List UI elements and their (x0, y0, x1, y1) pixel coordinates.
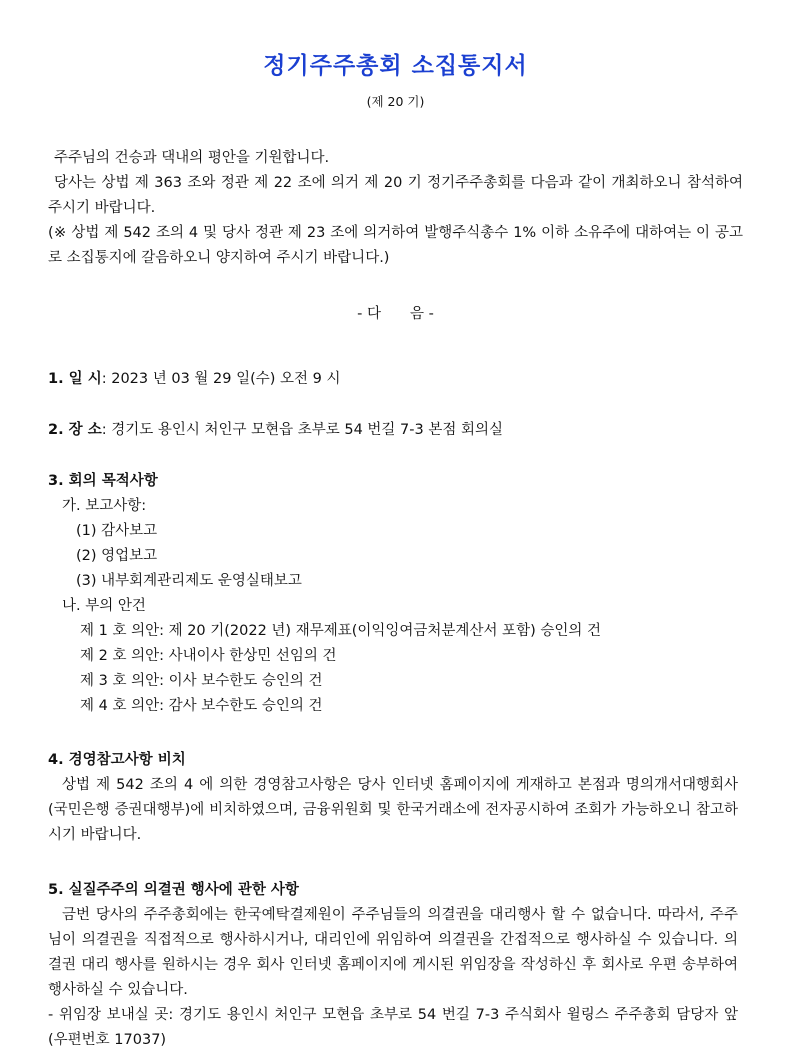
date-label: 1. 일 시 (48, 371, 102, 387)
reference-heading: 4. 경영참고사항 비치 (48, 752, 186, 768)
venue-label: 2. 장 소 (48, 422, 102, 438)
section-agenda (48, 469, 748, 719)
report-item: (2) 영업보고 (76, 548, 158, 564)
intro-section (48, 146, 743, 271)
report-item: (3) 내부회계관리제도 운영실태보고 (76, 573, 302, 589)
voting-heading: 5. 실질주주의 의결권 행사에 관한 사항 (48, 882, 299, 898)
section-voting (48, 878, 748, 1053)
document-subtitle: (제 20 기) (366, 94, 425, 109)
venue-value: : 경기도 용인시 처인구 모현읍 초부로 54 번길 7-3 본점 회의실 (101, 422, 503, 438)
section-date (48, 367, 748, 392)
proposal-item: 제 1 호 의안: 제 20 기(2022 년) 재무제표(이익잉여금처분계산서 포함) 승인의 건 (80, 623, 601, 639)
intro-notice: (※ 상법 제 542 조의 4 및 당사 정관 제 23 조에 의거하여 발행주식총수 1% 이하 소유주에 대하여는 이 공고로 소집통지에 갈음하오니 양지하여 주시기 바랍니다.) (48, 225, 743, 266)
report-item: (1) 감사보고 (76, 523, 158, 539)
intro-convocation: 당사는 상법 제 363 조와 정관 제 22 조에 의거 제 20 기 정기주주총회를 다음과 같이 개최하오니 참석하여 주시기 바랍니다. (48, 175, 743, 216)
proposal-heading: 나. 부의 안건 (62, 598, 146, 614)
section-reference (48, 748, 748, 848)
intro-greeting: 주주님의 건승과 댁내의 평안을 기원합니다. (54, 150, 330, 166)
section-venue (48, 418, 748, 443)
voting-body: 금번 당사의 주주총회에는 한국예탁결제원이 주주님들의 의결권을 대리행사 할 수 없습니다. 따라서, 주주님이 의결권을 직접적으로 행사하시거나, 대리인에 위임하여 의결권을 간접적으로 행사하실 수 있습니다. 의결권 대리 행사를 원하시는 경우 회사 인터넷 홈페이지에 게시된 위임장을 작성하신 후 회사로 우편 송부하여 행사하실 수 있습니다. (48, 907, 738, 998)
proposal-item: 제 3 호 의안: 이사 보수한도 승인의 건 (80, 673, 323, 689)
proposal-item: 제 2 호 의안: 사내이사 한상민 선임의 건 (80, 648, 337, 664)
report-heading: 가. 보고사항: (62, 498, 147, 514)
proposal-item: 제 4 호 의안: 감사 보수한도 승인의 건 (80, 698, 323, 714)
document-title: 정기주주총회 소집통지서 (263, 53, 528, 79)
reference-body: 상법 제 542 조의 4 에 의한 경영참고사항은 당사 인터넷 홈페이지에 게재하고 본점과 명의개서대행회사(국민은행 증권대행부)에 비치하였으며, 금융위원회 및 한국거래소에 전자공시하여 조회가 가능하오니 참고하시기 바랍니다. (48, 777, 738, 843)
agenda-heading: 3. 회의 목적사항 (48, 473, 158, 489)
date-value: : 2023 년 03 월 29 일(수) 오전 9 시 (101, 371, 341, 387)
divider-heading: - 다 음 - (357, 306, 434, 322)
proxy-address: - 위임장 보내실 곳: 경기도 용인시 처인구 모현읍 초부로 54 번길 7-3 주식회사 윌링스 주주총회 담당자 앞 (우편번호 17037) (48, 1007, 738, 1048)
